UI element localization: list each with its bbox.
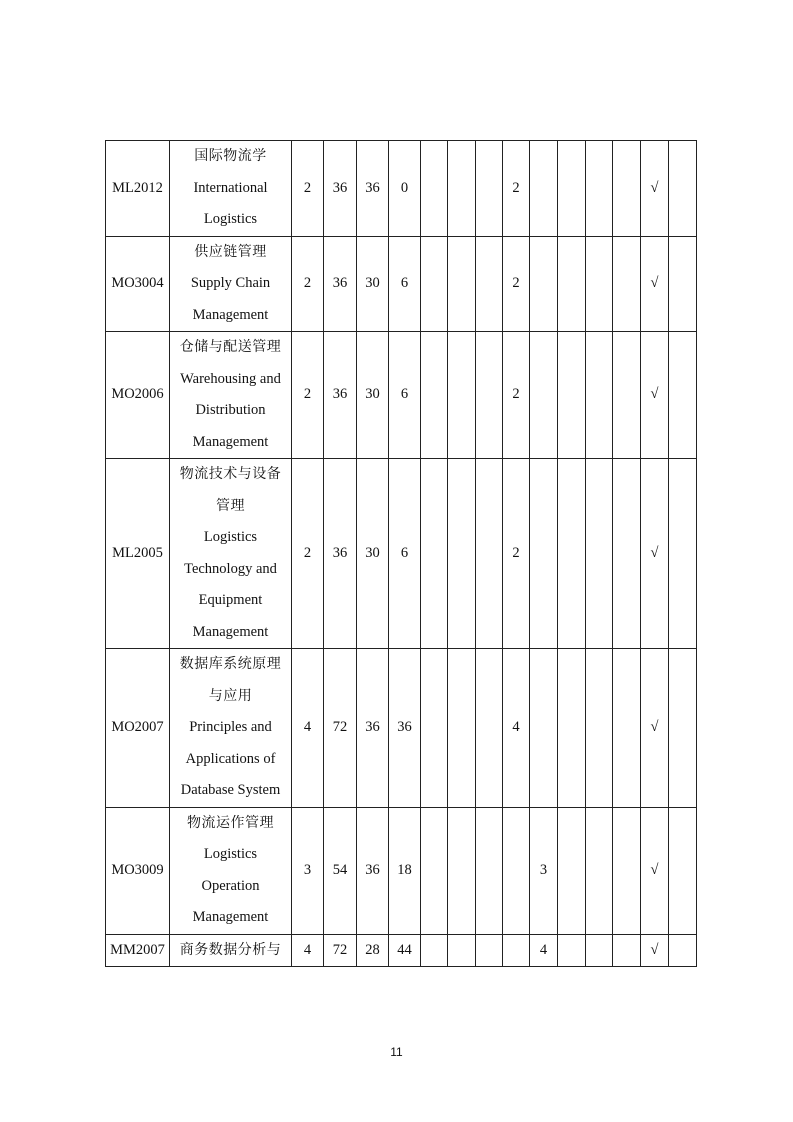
- table-row: [106, 236, 697, 332]
- course-name-line: Technology and: [184, 560, 277, 577]
- value-cell-s8: [503, 934, 530, 967]
- value-cell-s10: [558, 934, 586, 967]
- value-cell-s10: [558, 141, 586, 237]
- value-cell-s9: [530, 332, 558, 459]
- value-cell-s9: [530, 236, 558, 332]
- check-mark-cell: √: [641, 459, 669, 649]
- course-name-line: 供应链管理: [194, 243, 267, 260]
- value-cell-s5: [421, 807, 448, 934]
- course-name-line: Supply Chain: [190, 275, 271, 291]
- value-cell-s8: 2: [503, 332, 530, 459]
- course-code-cell: MM2007: [106, 934, 170, 967]
- value-cell-c3: 30: [357, 459, 389, 649]
- value-cell-s8: 2: [503, 141, 530, 237]
- check-mark-cell: √: [641, 141, 669, 237]
- value-cell-s7: [476, 332, 503, 459]
- value-cell-c4: 36: [389, 649, 421, 808]
- value-cell-s5: [421, 649, 448, 808]
- value-cell-s12: [613, 141, 641, 237]
- value-cell-s6: [448, 807, 476, 934]
- course-name-line: 管理: [216, 497, 245, 514]
- value-cell-s11: [586, 649, 613, 808]
- course-name-cell: [170, 807, 292, 934]
- value-cell-s6: [448, 332, 476, 459]
- course-code-cell: ML2012: [106, 141, 170, 237]
- course-name-cell: [170, 332, 292, 459]
- value-cell-c1: 2: [292, 332, 324, 459]
- course-name-line: Applications of: [185, 750, 276, 767]
- value-cell-c3: 36: [357, 649, 389, 808]
- value-cell-s10: [558, 459, 586, 649]
- value-cell-c1: 2: [292, 459, 324, 649]
- course-table: [105, 140, 697, 967]
- value-cell-c2: 72: [324, 934, 357, 967]
- value-cell-last: [669, 236, 697, 332]
- value-cell-s8: 2: [503, 236, 530, 332]
- course-name-cell: [170, 649, 292, 808]
- table-row: [106, 459, 697, 649]
- table-row: [106, 141, 697, 237]
- value-cell-s7: [476, 459, 503, 649]
- course-code-cell: MO2007: [106, 649, 170, 808]
- value-cell-c3: 36: [357, 141, 389, 237]
- value-cell-s11: [586, 459, 613, 649]
- course-name-cell: [170, 459, 292, 649]
- value-cell-s11: [586, 934, 613, 967]
- value-cell-c1: 2: [292, 141, 324, 237]
- check-mark-cell: √: [641, 649, 669, 808]
- value-cell-s5: [421, 141, 448, 237]
- table-row: [106, 332, 697, 459]
- course-name-line: Operation: [201, 877, 260, 894]
- page-number: 11: [390, 1045, 403, 1059]
- check-mark-cell: √: [641, 236, 669, 332]
- course-code-cell: MO3009: [106, 807, 170, 934]
- course-name-line: Principles and: [189, 719, 272, 735]
- value-cell-s9: [530, 649, 558, 808]
- value-cell-c2: 36: [324, 141, 357, 237]
- course-name-cell: [170, 934, 292, 967]
- course-name-line: Warehousing and: [180, 370, 281, 387]
- value-cell-s8: 2: [503, 459, 530, 649]
- course-name-line: Management: [192, 623, 269, 640]
- course-name-line: Logistics: [203, 846, 258, 862]
- value-cell-s7: [476, 807, 503, 934]
- value-cell-s10: [558, 236, 586, 332]
- value-cell-s6: [448, 141, 476, 237]
- value-cell-last: [669, 934, 697, 967]
- value-cell-s9: 3: [530, 807, 558, 934]
- value-cell-c4: 18: [389, 807, 421, 934]
- value-cell-s11: [586, 807, 613, 934]
- value-cell-c3: 28: [357, 934, 389, 967]
- course-name-line: 数据库系统原理: [179, 656, 282, 672]
- value-cell-c3: 36: [357, 807, 389, 934]
- value-cell-s8: [503, 807, 530, 934]
- course-name-line: 物流运作管理: [187, 814, 274, 831]
- course-code-cell: MO3004: [106, 236, 170, 332]
- course-name-line: Logistics: [203, 529, 258, 545]
- check-mark-cell: √: [641, 934, 669, 967]
- course-name-line: Logistics: [203, 211, 258, 227]
- value-cell-s12: [613, 236, 641, 332]
- value-cell-last: [669, 141, 697, 237]
- value-cell-last: [669, 807, 697, 934]
- course-name-line: 国际物流学: [194, 148, 267, 164]
- value-cell-s7: [476, 236, 503, 332]
- check-mark-cell: √: [641, 807, 669, 934]
- value-cell-s10: [558, 649, 586, 808]
- check-mark-cell: √: [641, 332, 669, 459]
- value-cell-s6: [448, 236, 476, 332]
- course-code-cell: MO2006: [106, 332, 170, 459]
- value-cell-s6: [448, 934, 476, 967]
- value-cell-s9: [530, 459, 558, 649]
- value-cell-s5: [421, 934, 448, 967]
- course-name-line: Distribution: [195, 402, 266, 418]
- table-row: [106, 807, 697, 934]
- value-cell-c4: 6: [389, 236, 421, 332]
- value-cell-c4: 6: [389, 332, 421, 459]
- course-name-cell: [170, 236, 292, 332]
- course-name-line: Equipment: [198, 592, 263, 608]
- value-cell-last: [669, 459, 697, 649]
- value-cell-s5: [421, 332, 448, 459]
- value-cell-c1: 2: [292, 236, 324, 332]
- value-cell-c4: 44: [389, 934, 421, 967]
- value-cell-s9: [530, 141, 558, 237]
- course-name-line: Management: [192, 433, 269, 450]
- value-cell-c2: 36: [324, 459, 357, 649]
- value-cell-s12: [613, 934, 641, 967]
- value-cell-s8: 4: [503, 649, 530, 808]
- course-name-line: 仓储与配送管理: [179, 339, 282, 355]
- value-cell-c2: 72: [324, 649, 357, 808]
- value-cell-s6: [448, 459, 476, 649]
- value-cell-s6: [448, 649, 476, 808]
- value-cell-c1: 4: [292, 649, 324, 808]
- course-name-line: Database System: [180, 782, 281, 798]
- course-name-line: 物流技术与设备: [179, 466, 282, 482]
- value-cell-s5: [421, 236, 448, 332]
- course-name-line: Management: [192, 909, 269, 925]
- value-cell-s12: [613, 332, 641, 459]
- value-cell-s7: [476, 934, 503, 967]
- value-cell-c3: 30: [357, 332, 389, 459]
- value-cell-s11: [586, 141, 613, 237]
- value-cell-c2: 36: [324, 332, 357, 459]
- value-cell-s7: [476, 141, 503, 237]
- value-cell-c4: 6: [389, 459, 421, 649]
- value-cell-s12: [613, 807, 641, 934]
- value-cell-s12: [613, 649, 641, 808]
- course-name-line: Management: [192, 306, 269, 323]
- course-name-line: 与应用: [208, 687, 253, 704]
- value-cell-s7: [476, 649, 503, 808]
- value-cell-last: [669, 649, 697, 808]
- value-cell-s11: [586, 236, 613, 332]
- value-cell-s11: [586, 332, 613, 459]
- table-row: [106, 649, 697, 808]
- course-name-line: International: [193, 179, 268, 196]
- course-name-cell: [170, 141, 292, 237]
- value-cell-s10: [558, 807, 586, 934]
- course-code-cell: ML2005: [106, 459, 170, 649]
- course-name-line: 商务数据分析与: [179, 941, 282, 958]
- value-cell-c2: 36: [324, 236, 357, 332]
- value-cell-c4: 0: [389, 141, 421, 237]
- value-cell-c1: 4: [292, 934, 324, 967]
- value-cell-last: [669, 332, 697, 459]
- value-cell-s9: 4: [530, 934, 558, 967]
- value-cell-c1: 3: [292, 807, 324, 934]
- table-row: [106, 934, 697, 967]
- value-cell-s10: [558, 332, 586, 459]
- value-cell-s5: [421, 459, 448, 649]
- value-cell-c2: 54: [324, 807, 357, 934]
- value-cell-c3: 30: [357, 236, 389, 332]
- value-cell-s12: [613, 459, 641, 649]
